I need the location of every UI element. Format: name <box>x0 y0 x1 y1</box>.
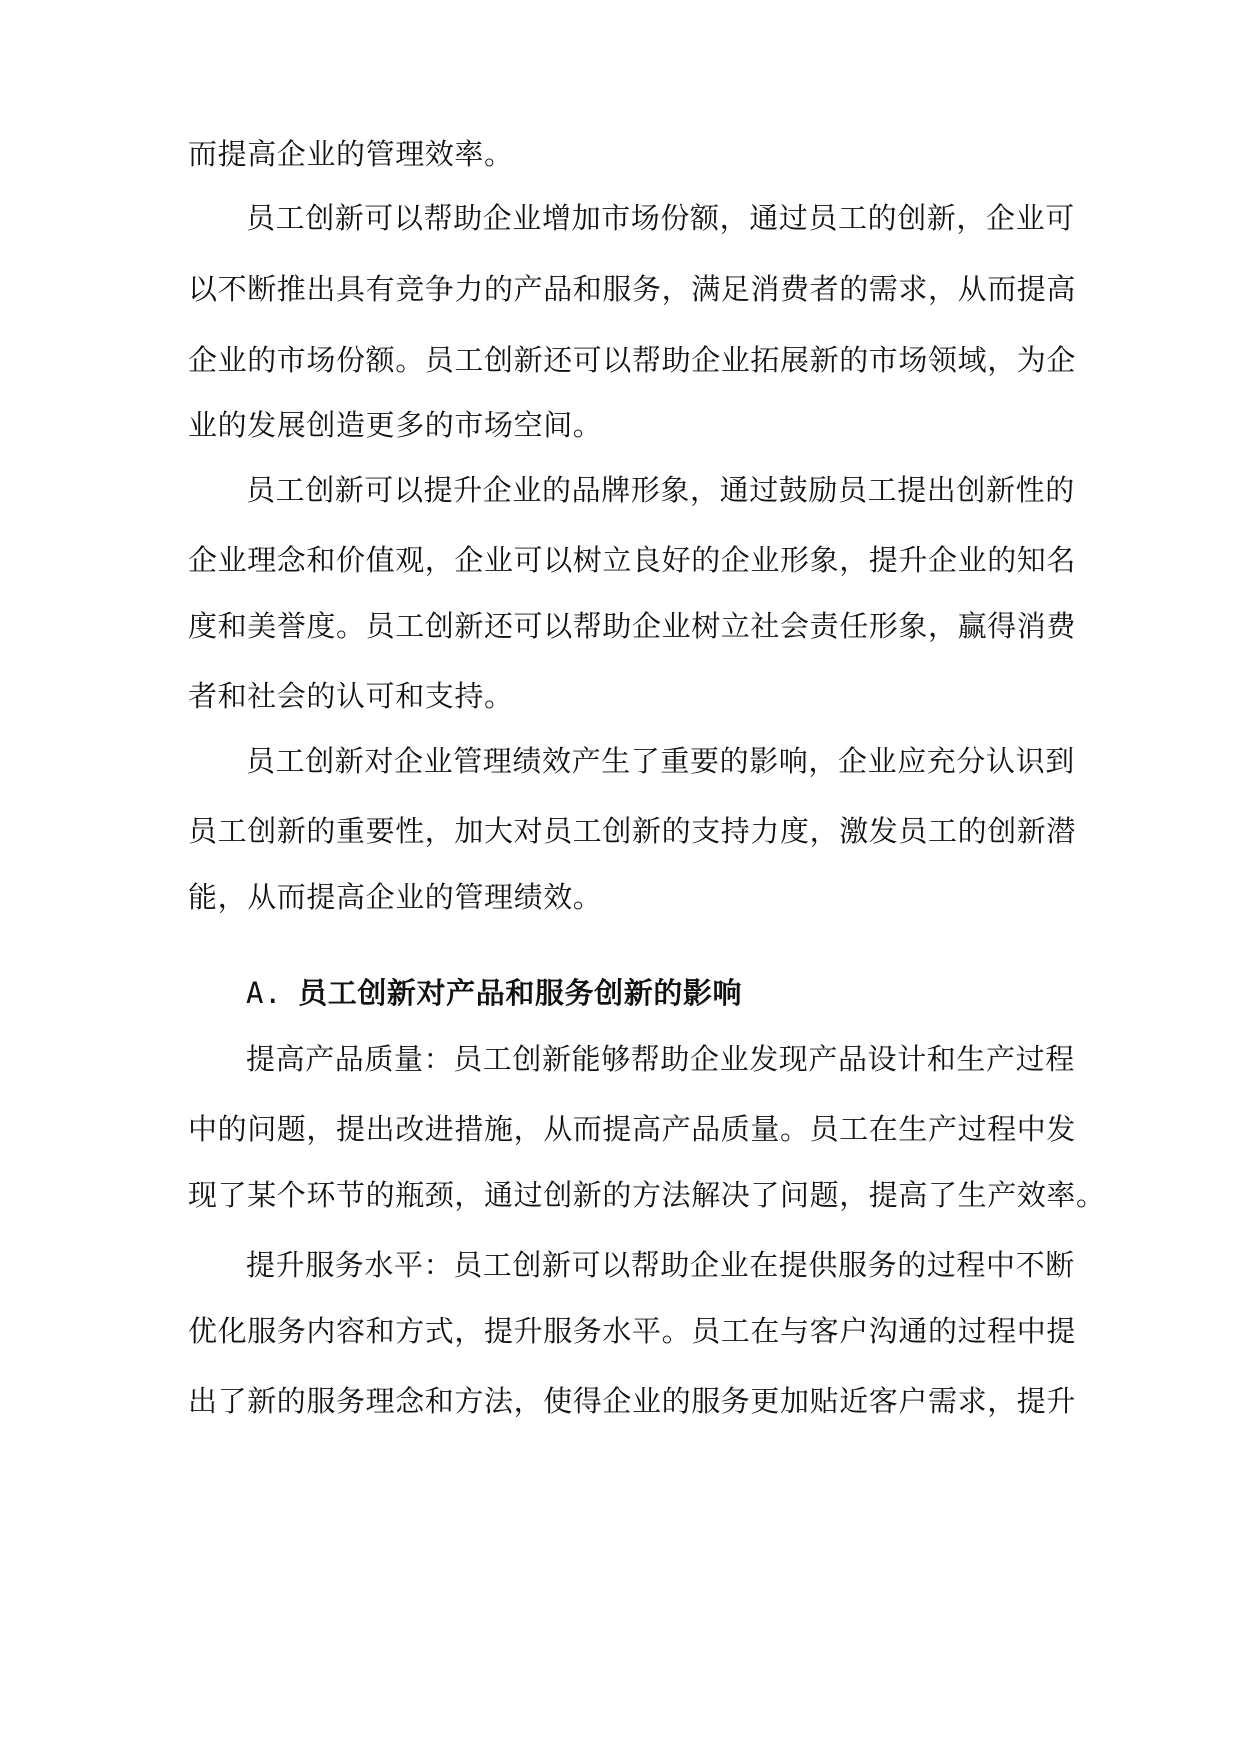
paragraph-line: 提高产品质量：员工创新能够帮助企业发现产品设计和生产过程 <box>246 1042 1075 1076</box>
paragraph-line: 员工创新的重要性，加大对员工创新的支持力度，激发员工的创新潜 <box>188 814 1077 848</box>
section-heading <box>246 973 742 1013</box>
paragraph-line: 出了新的服务理念和方法，使得企业的服务更加贴近客户需求，提升 <box>188 1384 1077 1418</box>
paragraph-line: 能，从而提高企业的管理绩效。 <box>188 880 603 914</box>
paragraph-line: 而提高企业的管理效率。 <box>188 137 514 171</box>
paragraph-line: 员工创新对企业管理绩效产生了重要的影响，企业应充分认识到 <box>246 744 1075 778</box>
paragraph-line: 企业的市场份额。员工创新还可以帮助企业拓展新的市场领域，为企 <box>188 343 1077 377</box>
paragraph-line: 者和社会的认可和支持。 <box>188 679 514 713</box>
section-marker: A. <box>246 976 283 1010</box>
paragraph-line: 现了某个环节的瓶颈，通过创新的方法解决了问题，提高了生产效率。 <box>188 1178 1106 1212</box>
paragraph-line: 度和美誉度。员工创新还可以帮助企业树立社会责任形象，赢得消费 <box>188 609 1077 643</box>
paragraph-line: 提升服务水平：员工创新可以帮助企业在提供服务的过程中不断 <box>246 1248 1075 1282</box>
paragraph-line: 优化服务内容和方式，提升服务水平。员工在与客户沟通的过程中提 <box>188 1314 1077 1348</box>
paragraph-line: 员工创新可以提升企业的品牌形象，通过鼓励员工提出创新性的 <box>246 473 1075 507</box>
paragraph-line: 企业理念和价值观，企业可以树立良好的企业形象，提升企业的知名 <box>188 543 1077 577</box>
section-heading-text: 员工创新对产品和服务创新的影响 <box>298 976 743 1010</box>
paragraph-line: 业的发展创造更多的市场空间。 <box>188 408 603 442</box>
paragraph-line: 中的问题，提出改进措施，从而提高产品质量。员工在生产过程中发 <box>188 1112 1077 1146</box>
paragraph-line: 员工创新可以帮助企业增加市场份额，通过员工的创新，企业可 <box>246 201 1075 235</box>
paragraph-line: 以不断推出具有竞争力的产品和服务，满足消费者的需求，从而提高 <box>188 272 1077 306</box>
